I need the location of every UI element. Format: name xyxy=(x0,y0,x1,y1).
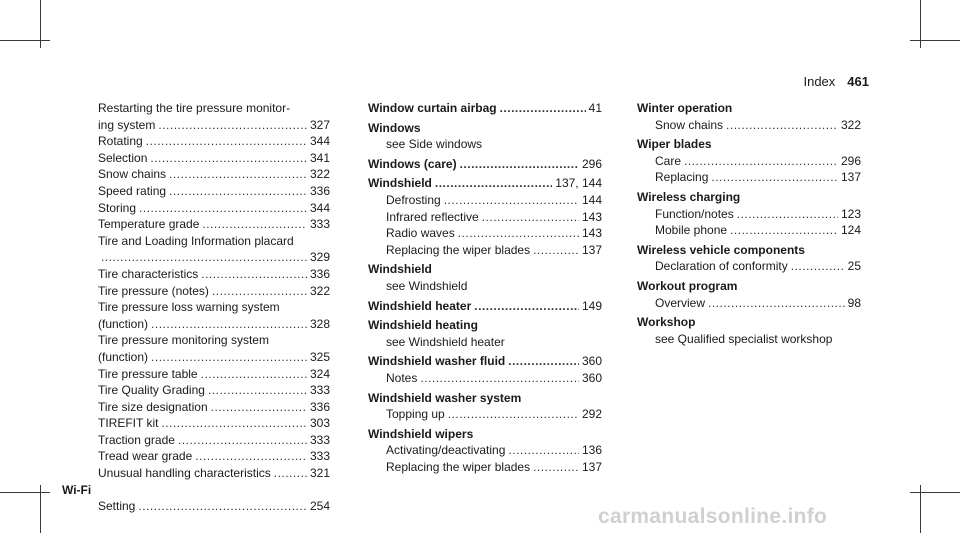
index-subentry: Declaration of conformity ..... 25 xyxy=(637,258,861,275)
index-subentry: Activating/deactivating ..... 136 xyxy=(368,442,602,459)
crop-mark xyxy=(910,40,960,41)
index-subentry: Replacing the wiper blades ..... 137 xyxy=(368,459,602,476)
index-subentry: Replacing ..... 137 xyxy=(637,169,861,186)
index-subentry: Traction grade ..... 333 xyxy=(80,432,330,449)
index-subentry: Tire characteristics ..... 336 xyxy=(80,266,330,283)
index-subentry: Replacing the wiper blades ..... 137 xyxy=(368,242,602,259)
crop-mark xyxy=(0,492,50,493)
index-column-2 xyxy=(368,100,602,475)
index-subentry-line: Tire pressure monitoring system xyxy=(98,333,269,348)
index-subentry: TIREFIT kit ..... 303 xyxy=(80,415,330,432)
index-subentry: Tire size designation ..... 336 xyxy=(80,399,330,416)
index-column-1 xyxy=(62,100,330,515)
watermark: carmanualsonline.info xyxy=(598,505,828,528)
crop-mark xyxy=(910,492,960,493)
index-subentry: Tread wear grade ..... 333 xyxy=(80,448,330,465)
index-entry: Window curtain airbag ..... 41 xyxy=(368,100,602,117)
index-subentry-line: Restarting the tire pressure monitor- xyxy=(98,101,291,115)
index-subentry: Care ..... 296 xyxy=(637,153,861,170)
see-reference: see Windshield heater xyxy=(386,334,505,349)
index-heading: Windshield xyxy=(368,262,432,277)
index-heading: Windows xyxy=(368,120,421,135)
index-subentry: Storing ..... 344 xyxy=(80,200,330,217)
index-entry: Windows (care) ..... 296 xyxy=(368,156,602,173)
see-reference: see Qualified specialist workshop xyxy=(655,331,833,346)
index-subentry: Overview ..... 98 xyxy=(637,295,861,312)
index-entry: Windshield heater ..... 149 xyxy=(368,298,602,315)
index-subentry: (function) ..... 325 xyxy=(80,349,330,366)
index-subentry: Unusual handling characteristics ..... 321 xyxy=(80,465,330,482)
index-subentry-line: Tire and Loading Information placard xyxy=(98,233,294,248)
index-subentry: Rotating ..... 344 xyxy=(80,133,330,150)
index-heading: Workshop xyxy=(637,315,696,330)
index-heading: Windshield heating xyxy=(368,318,478,333)
index-subentry: Speed rating ..... 336 xyxy=(80,183,330,200)
see-reference: see Side windows xyxy=(386,137,483,152)
index-subentry: Radio waves ..... 143 xyxy=(368,225,602,242)
index-subentry: Tire Quality Grading ..... 333 xyxy=(80,382,330,399)
index-heading: Workout program xyxy=(637,278,738,293)
index-entry: Windshield washer fluid ..... 360 xyxy=(368,353,602,370)
index-subentry: Notes ..... 360 xyxy=(368,370,602,387)
index-heading: Wiper blades xyxy=(637,137,712,152)
index-column-3 xyxy=(637,100,861,347)
header-label: Index xyxy=(803,74,836,89)
page-header xyxy=(803,74,869,89)
index-heading: Winter operation xyxy=(637,101,733,115)
index-heading: Wi-Fi xyxy=(62,482,92,497)
index-subentry: Snow chains ..... 322 xyxy=(80,166,330,183)
index-subentry: Selection ..... 341 xyxy=(80,150,330,167)
index-subentry: Tire pressure table ..... 324 xyxy=(80,366,330,383)
index-subentry: Infrared reflective ..... 143 xyxy=(368,209,602,226)
index-heading: Windshield wipers xyxy=(368,426,474,441)
index-heading: Windshield washer system xyxy=(368,390,522,405)
index-subentry: ..... 329 xyxy=(80,249,330,266)
index-entry: Windshield ..... 137, 144 xyxy=(368,175,602,192)
index-subentry: Defrosting ..... 144 xyxy=(368,192,602,209)
index-subentry: ing system ..... 327 xyxy=(80,117,330,134)
index-subentry: Snow chains ..... 322 xyxy=(637,117,861,134)
index-subentry: Tire pressure (notes) ..... 322 xyxy=(80,283,330,300)
index-subentry: Function/notes ..... 123 xyxy=(637,206,861,223)
index-subentry-line: Tire pressure loss warning system xyxy=(98,300,280,315)
index-heading: Wireless vehicle components xyxy=(637,242,805,257)
crop-mark xyxy=(0,40,50,41)
index-subentry: Temperature grade ..... 333 xyxy=(80,216,330,233)
see-reference: see Windshield xyxy=(386,278,468,293)
index-subentry: Mobile phone ..... 124 xyxy=(637,222,861,239)
index-subentry: Setting ..... 254 xyxy=(80,498,330,515)
index-heading: Wireless charging xyxy=(637,189,741,204)
index-subentry: Topping up ..... 292 xyxy=(368,406,602,423)
page-number: 461 xyxy=(847,74,869,89)
index-subentry: (function) ..... 328 xyxy=(80,316,330,333)
